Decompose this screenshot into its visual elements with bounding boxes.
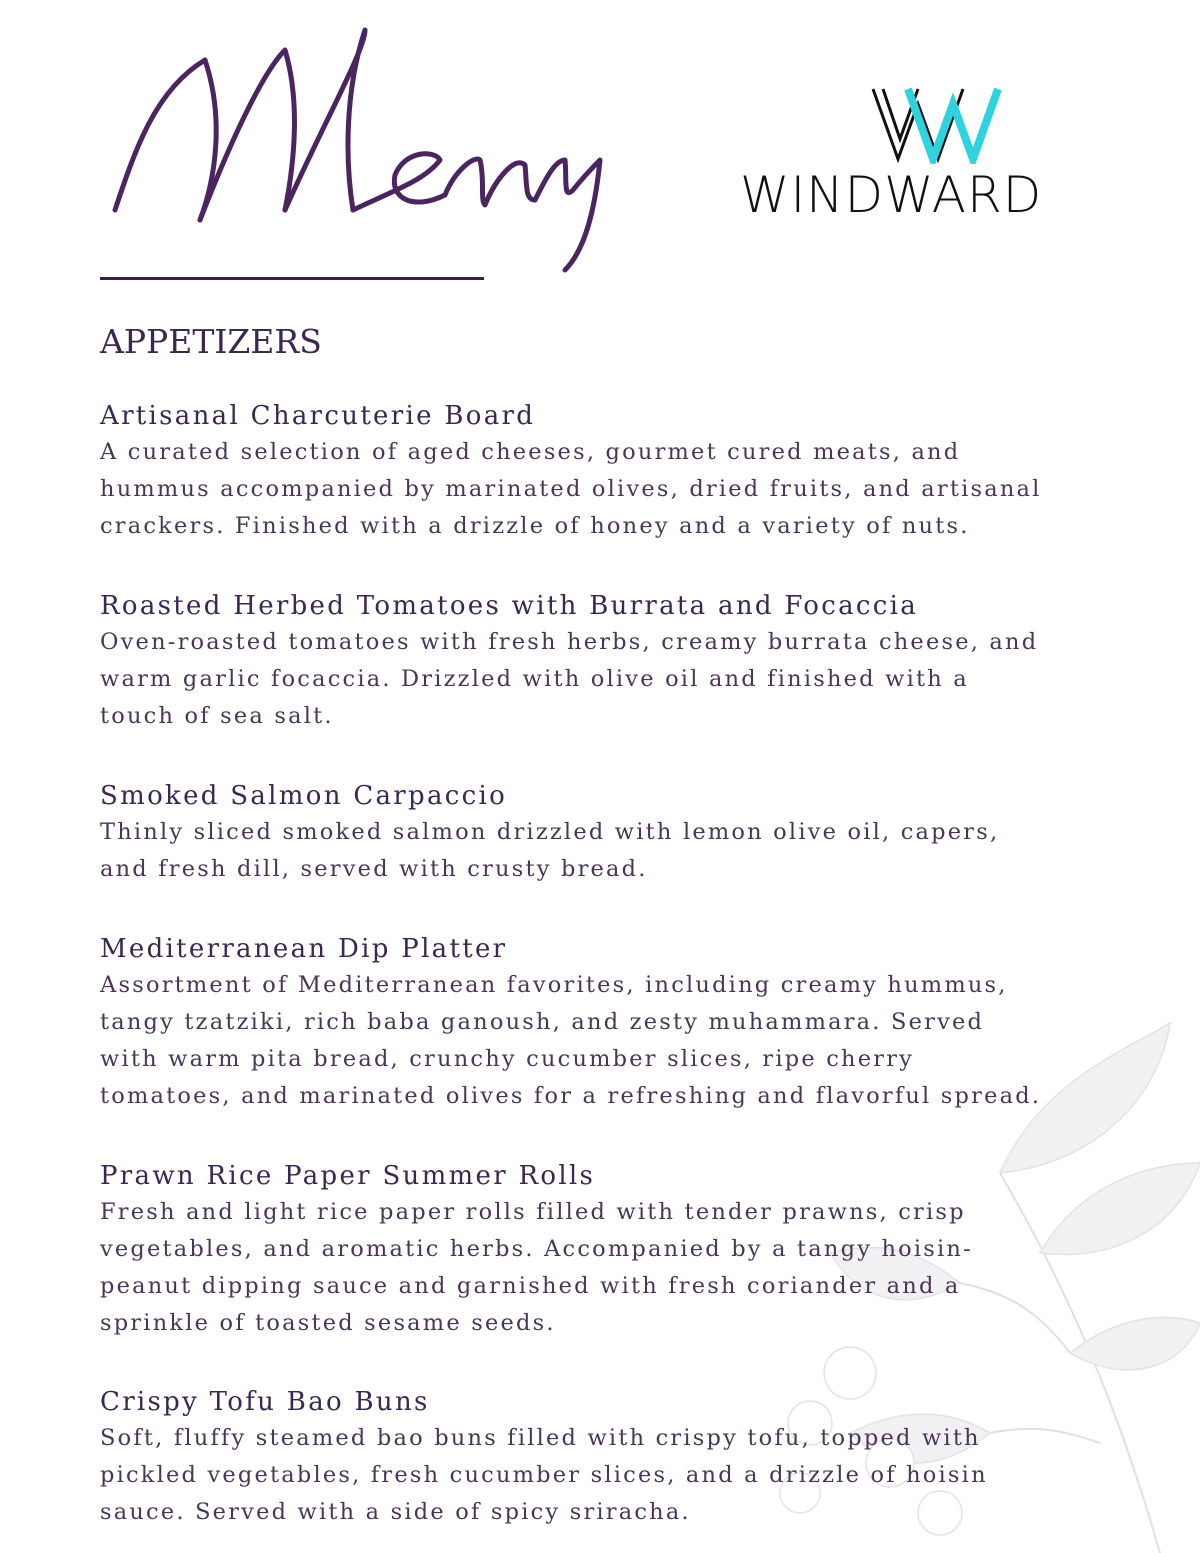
description-line: Thinly sliced smoked salmon drizzled with lemon olive oil, capers, bbox=[100, 819, 1000, 845]
description-line: Fresh and light rice paper rolls filled with tender prawns, crisp bbox=[100, 1199, 966, 1225]
description-line: warm garlic focaccia. Drizzled with olive oil and finished with a bbox=[100, 666, 969, 692]
description-line: sauce. Served with a side of spicy sriracha. bbox=[100, 1499, 691, 1525]
item-name: Crispy Tofu Bao Buns bbox=[100, 1387, 430, 1417]
menu-item bbox=[100, 588, 1160, 735]
logo-wordmark: WINDWARD bbox=[740, 166, 1043, 224]
description-line: touch of sea salt. bbox=[100, 703, 334, 729]
item-description bbox=[100, 814, 1160, 888]
description-line: Soft, fluffy steamed bao buns filled with crispy tofu, topped with bbox=[100, 1425, 981, 1451]
section-title: APPETIZERS bbox=[100, 322, 322, 361]
item-name: Prawn Rice Paper Summer Rolls bbox=[100, 1161, 596, 1191]
menu-item bbox=[100, 778, 1160, 888]
description-line: hummus accompanied by marinated olives, dried fruits, and artisanal bbox=[100, 476, 1042, 502]
description-line: with warm pita bread, crunchy cucumber slices, ripe cherry bbox=[100, 1046, 915, 1072]
menu-item bbox=[100, 931, 1160, 1115]
item-description bbox=[100, 1420, 1160, 1531]
description-line: vegetables, and aromatic herbs. Accompanied by a tangy hoisin- bbox=[100, 1236, 973, 1262]
item-description bbox=[100, 624, 1160, 735]
item-name: Smoked Salmon Carpaccio bbox=[100, 781, 508, 811]
description-line: Assortment of Mediterranean favorites, including creamy hummus, bbox=[100, 972, 1008, 998]
windward-w-logo-icon bbox=[868, 84, 1008, 164]
description-line: crackers. Finished with a drizzle of honey and a variety of nuts. bbox=[100, 513, 970, 539]
description-line: A curated selection of aged cheeses, gourmet cured meats, and bbox=[100, 439, 961, 465]
menu-script-title bbox=[95, 10, 605, 280]
item-name: Roasted Herbed Tomatoes with Burrata and Focaccia bbox=[100, 591, 919, 621]
item-description bbox=[100, 434, 1160, 545]
menu-item bbox=[100, 1158, 1160, 1342]
menu-item bbox=[100, 1384, 1160, 1531]
item-description bbox=[100, 1194, 1160, 1342]
description-line: tangy tzatziki, rich baba ganoush, and zesty muhammara. Served bbox=[100, 1009, 985, 1035]
description-line: Oven-roasted tomatoes with fresh herbs, creamy burrata cheese, and bbox=[100, 629, 1039, 655]
description-line: tomatoes, and marinated olives for a refreshing and flavorful spread. bbox=[100, 1083, 1042, 1109]
item-name: Mediterranean Dip Platter bbox=[100, 934, 508, 964]
item-description bbox=[100, 967, 1160, 1115]
description-line: peanut dipping sauce and garnished with fresh coriander and a bbox=[100, 1273, 961, 1299]
windward-logo bbox=[740, 84, 1140, 234]
description-line: pickled vegetables, fresh cucumber slices, and a drizzle of hoisin bbox=[100, 1462, 988, 1488]
description-line: sprinkle of toasted sesame seeds. bbox=[100, 1310, 556, 1336]
description-line: and fresh dill, served with crusty bread. bbox=[100, 856, 648, 882]
menu-item bbox=[100, 398, 1160, 545]
title-underline bbox=[100, 277, 484, 280]
item-name: Artisanal Charcuterie Board bbox=[100, 401, 536, 431]
